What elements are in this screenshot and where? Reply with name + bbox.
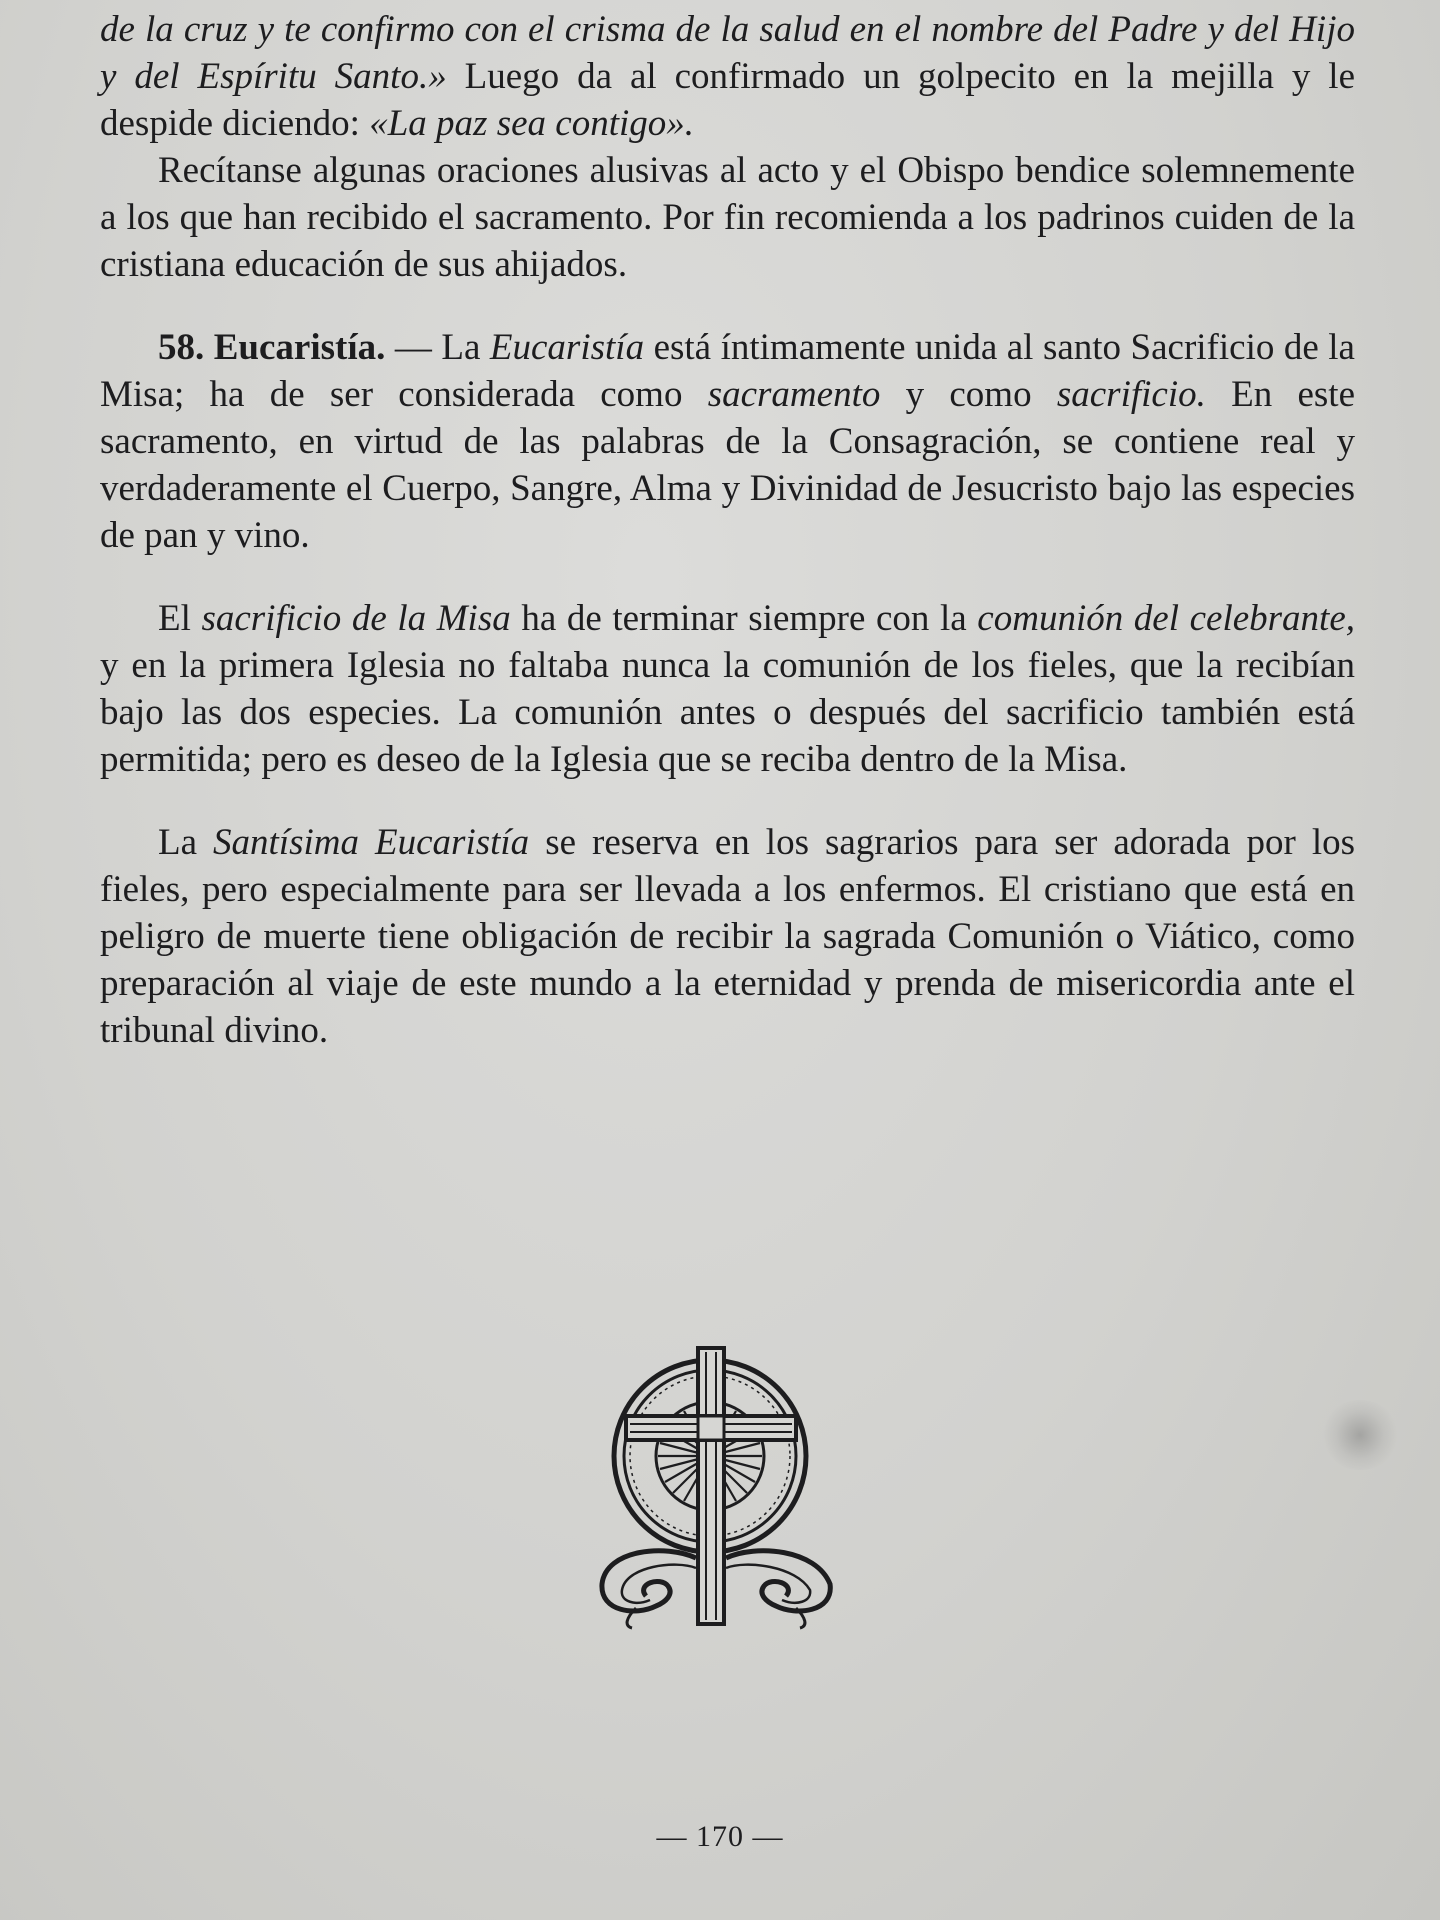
paragraph-mass-communion — [100, 595, 1355, 783]
text-segment: comunión del celebrante, — [977, 598, 1356, 639]
text-segment: sacramento — [707, 374, 881, 415]
text-segment: Luego da al confirmado un golpecito en la mejilla y le despide diciendo: — [100, 56, 1355, 144]
cross-wreath-icon — [596, 1344, 838, 1630]
text-segment: sacrificio de la Misa — [201, 598, 511, 639]
text-segment: «La paz sea contigo». — [369, 103, 694, 144]
text-segment: La — [158, 822, 214, 863]
text-segment: y en la primera Iglesia no faltaba nunca la comunión de los fieles, que la recibían bajo las dos especies. La comunión antes o después del sacrificio también está permitida; pero es deseo de la Iglesia que se reciba dentro de la Misa. — [100, 645, 1355, 780]
page-number: — 170 — — [656, 1820, 784, 1853]
ink-smudge — [1320, 1400, 1400, 1470]
text-segment: Eucaristía — [489, 327, 645, 368]
text-segment: de la cruz y te confirmo con el crisma de la salud en el nombre del Padre y del Hijo y del Espíritu Santo.» — [100, 9, 1355, 97]
text-segment: sacrificio. — [1056, 374, 1206, 415]
text-segment: está íntimamente unida al santo Sacrificio de la Misa; ha de ser considerada como — [100, 327, 1355, 415]
text-segment: ha de terminar siempre con la — [510, 598, 978, 639]
text-segment: En este sacramento, en virtud de las palabras de la Consagración, se contiene real y verdaderamente el Cuerpo, Sangre, Alma y Divinidad de Jesucristo bajo las especies de pan y vino. — [100, 374, 1355, 556]
text-segment: y como — [880, 374, 1057, 415]
text-segment: El — [158, 598, 202, 639]
paragraph-confirmation-formula — [100, 6, 1355, 147]
text-segment: Recítanse algunas oraciones alusivas al acto y el Obispo bendice solemnemente a los que han recibido el sacramento. Por fin recomienda a los padrinos cuiden de la cristiana educación de sus ahijados. — [100, 150, 1355, 285]
text-segment: — La — [385, 327, 490, 368]
paragraph-eucharist-heading — [100, 324, 1355, 559]
paragraph-confirmation-blessing — [100, 147, 1355, 288]
text-segment: se reserva en los sagrarios para ser adorada por los fieles, pero especialmente para ser llevada a los enfermos. El cristiano que está en peligro de muerte tiene obligación de recibir la sagrada Comunión o Viático, como preparación al viaje de este mundo a la eternidad y prenda de misericordia ante el tribunal divino. — [100, 822, 1355, 1051]
text-segment: Santísima Eucaristía — [213, 822, 530, 863]
paragraph-viaticum — [100, 819, 1355, 1054]
page-text — [100, 6, 1355, 1054]
section-heading: 58. Eucaristía. — [158, 327, 386, 368]
